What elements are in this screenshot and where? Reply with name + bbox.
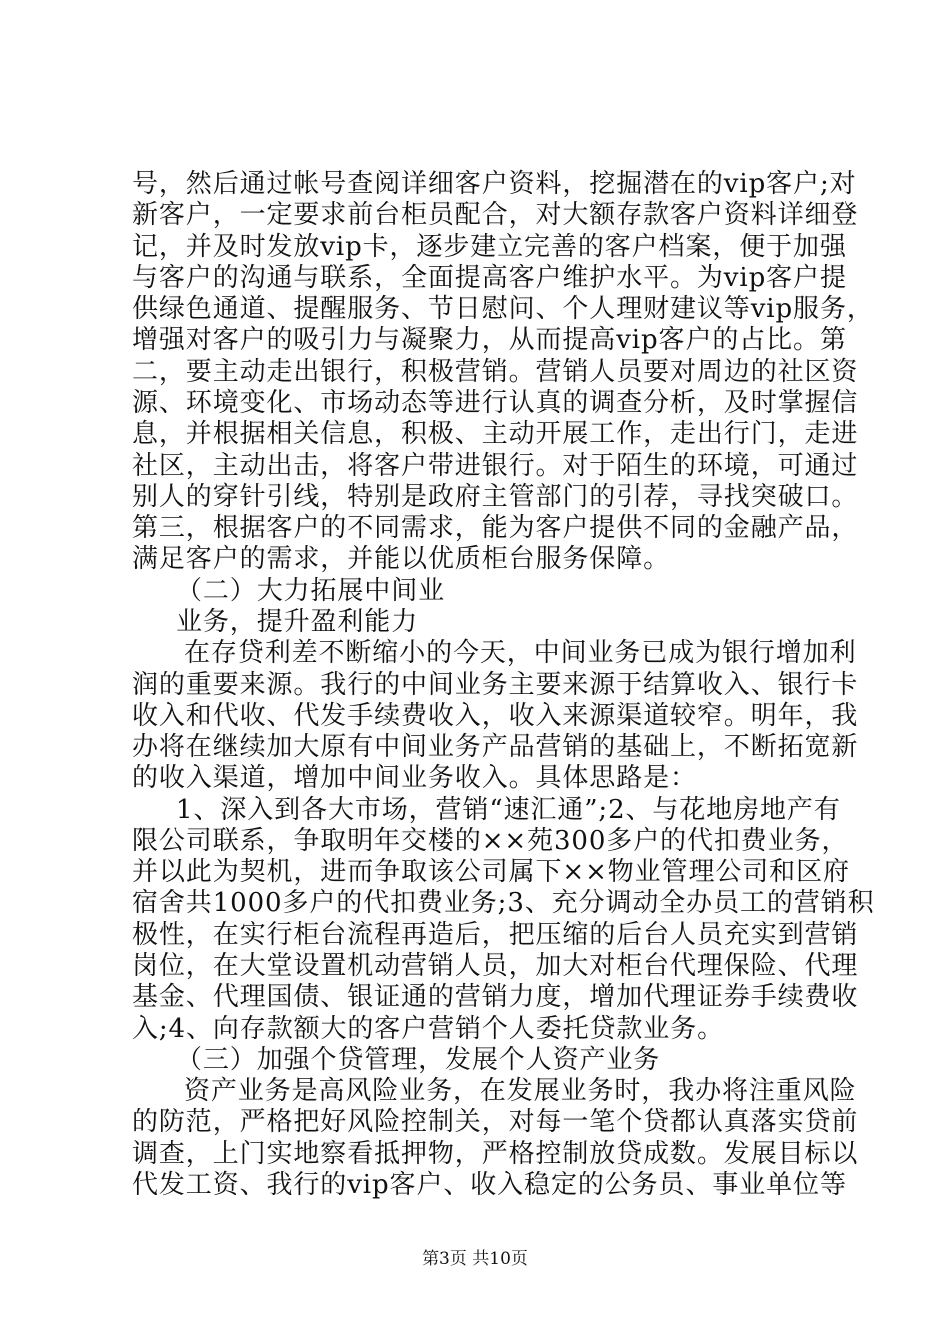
body-text-line: 增强对客户的吸引力与凝聚力，从而提高vip客户的占比。第 [132, 325, 847, 355]
section-heading: （三）加强个贷管理，发展个人资产业务 [176, 1045, 661, 1075]
body-text-line: 源、环境变化、市场动态等进行认真的调查分析，及时掌握信 [132, 388, 859, 418]
body-text-line: 别人的穿针引线，特别是政府主管部门的引荐，寻找突破口。 [132, 482, 859, 512]
body-text-line: 基金、代理国债、银证通的营销力度，增加代理证券手续费收 [132, 982, 859, 1012]
body-text-line: 的收入渠道，增加中间业务收入。具体思路是： [132, 763, 697, 793]
body-text-line: 满足客户的需求，并能以优质柜台服务保障。 [132, 544, 671, 574]
body-text-line: 限公司联系，争取明年交楼的××苑300多户的代扣费业务， [132, 826, 849, 856]
body-text-line: 记，并及时发放vip卡，逐步建立完善的客户档案，便于加强 [132, 232, 847, 262]
body-text-line: 极性，在实行柜台流程再造后，把压缩的后台人员充实到营销 [132, 920, 859, 950]
body-text-line: 入;4、向存款额大的客户营销个人委托贷款业务。 [132, 1014, 725, 1044]
body-text-line: 新客户，一定要求前台柜员配合，对大额存款客户资料详细登 [132, 200, 859, 230]
body-text-line: 宿舍共1000多户的代扣费业务;3、充分调动全办员工的营销积 [132, 888, 875, 918]
body-text-line: 二，要主动走出银行，积极营销。营销人员要对周边的社区资 [132, 357, 859, 387]
body-text-line: 润的重要来源。我行的中间业务主要来源于结算收入、银行卡 [132, 670, 859, 700]
body-text-line: 调查，上门实地察看抵押物，严格控制放贷成数。发展目标以 [132, 1139, 859, 1169]
body-text-line: 在存贷利差不断缩小的今天，中间业务已成为银行增加利 [184, 638, 857, 668]
body-text-line: 社区，主动出击，将客户带进银行。对于陌生的环境，可通过 [132, 451, 859, 481]
body-text-line: 第三，根据客户的不同需求，能为客户提供不同的金融产品， [132, 513, 859, 543]
body-text-line: 收入和代收、代发手续费收入，收入来源渠道较窄。明年，我 [132, 701, 859, 731]
body-text-line: 并以此为契机，进而争取该公司属下××物业管理公司和区府 [132, 857, 850, 887]
body-text-line: 1、深入到各大市场，营销“速汇通”;2、与花地房地产有 [176, 795, 841, 825]
page-number-footer: 第3页 共10页 [422, 1249, 528, 1269]
body-text-line: 资产业务是高风险业务，在发展业务时，我办将注重风险 [184, 1076, 857, 1106]
body-text-line: 与客户的沟通与联系，全面提高客户维护水平。为vip客户提 [132, 263, 847, 293]
section-heading: （二）大力拓展中间业 [176, 576, 446, 606]
body-text-line: 岗位，在大堂设置机动营销人员，加大对柜台代理保险、代理 [132, 951, 859, 981]
body-text-line: 供绿色通道、提醒服务、节日慰问、个人理财建议等vip服务， [132, 294, 874, 324]
body-text-line: 息，并根据相关信息，积极、主动开展工作，走出行门，走进 [132, 419, 859, 449]
body-text-line: 的防范，严格把好风险控制关，对每一笔个贷都认真落实贷前 [132, 1107, 859, 1137]
section-heading-continuation: 业务，提升盈利能力 [176, 607, 419, 637]
body-text-line: 代发工资、我行的vip客户、收入稳定的公务员、事业单位等 [132, 1170, 847, 1200]
body-text-line: 办将在继续加大原有中间业务产品营销的基础上，不断拓宽新 [132, 732, 859, 762]
body-text-line: 号，然后通过帐号查阅详细客户资料，挖掘潜在的vip客户;对 [132, 169, 857, 199]
